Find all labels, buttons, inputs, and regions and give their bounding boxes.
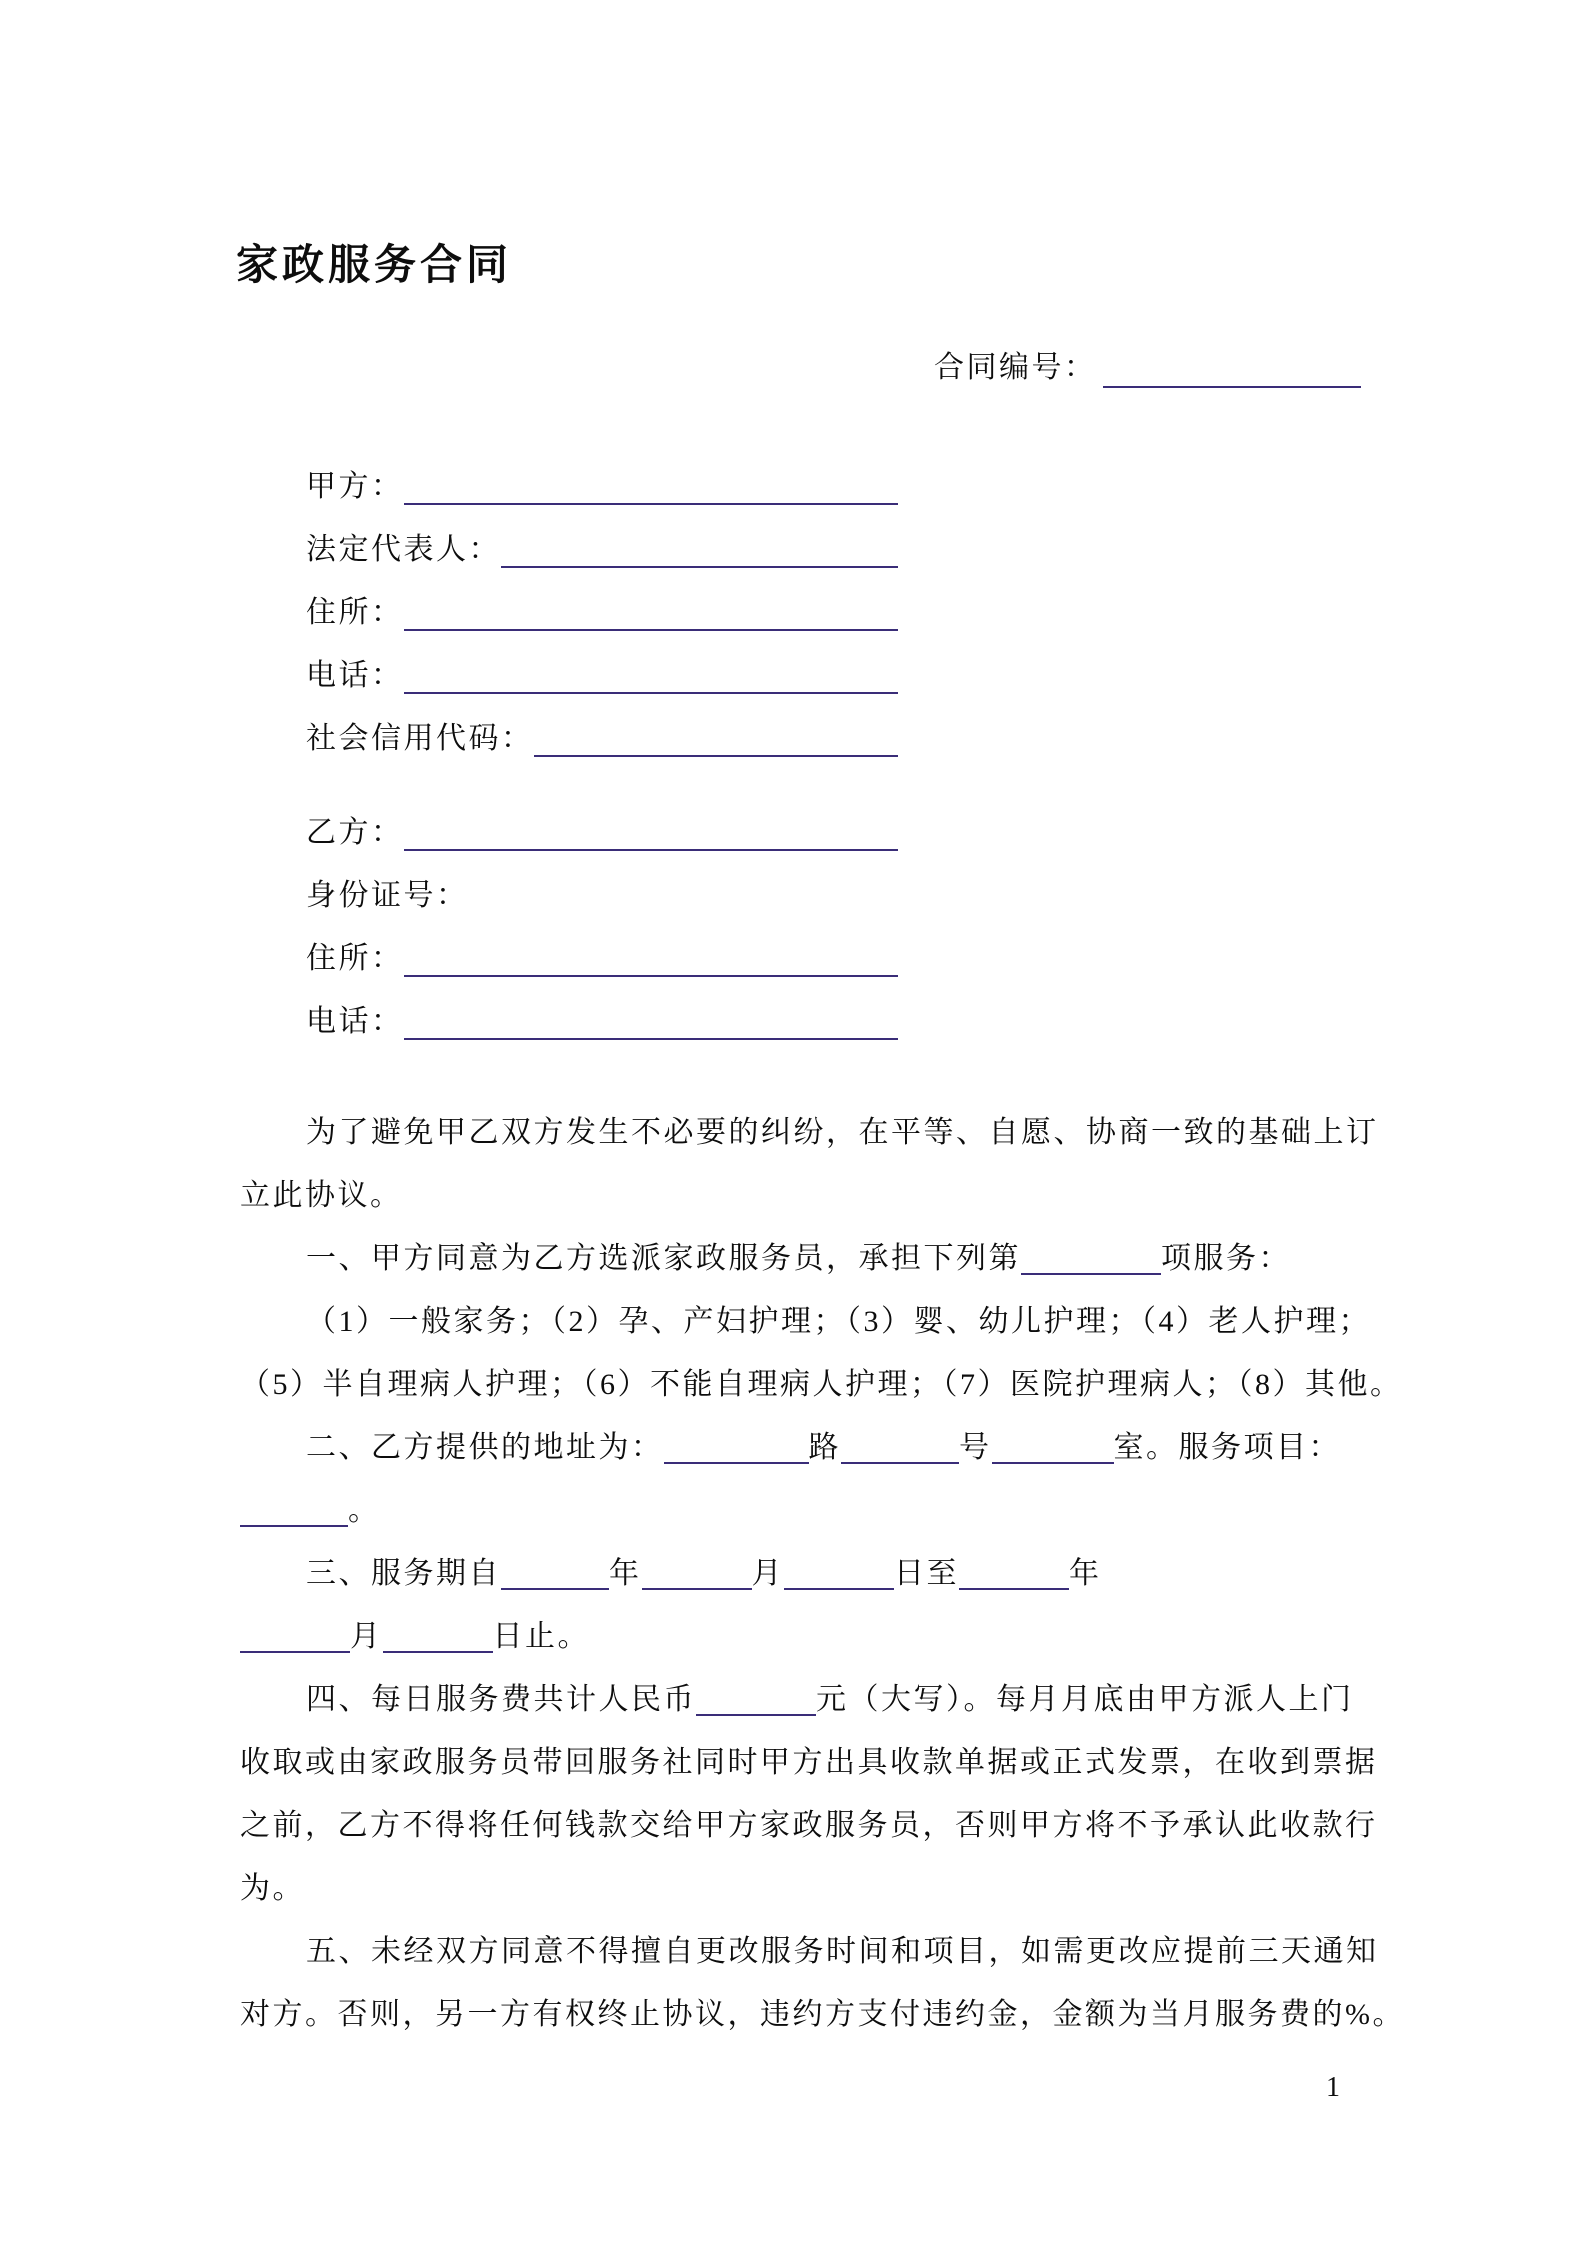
party-b-id-number-row	[306, 864, 898, 927]
clause-line	[240, 1101, 1470, 1164]
clause-line	[240, 1542, 1470, 1605]
clause-text: 四、每日服务费共计人民币	[306, 1683, 696, 1716]
fill-in-blank[interactable]	[501, 518, 898, 568]
clause-text: 月	[350, 1620, 383, 1653]
field-label: 甲方：	[306, 470, 404, 503]
fill-in-blank[interactable]	[534, 707, 899, 757]
party-b-section	[306, 801, 898, 1053]
party-a-credit-code-row	[306, 707, 898, 770]
fill-in-blank[interactable]	[404, 927, 899, 977]
fill-in-blank[interactable]	[841, 1428, 959, 1464]
clause-line	[240, 1416, 1470, 1479]
clause-text: 之前，乙方不得将任何钱款交给甲方家政服务员，否则甲方将不予承认此收款行	[240, 1809, 1378, 1842]
fill-in-blank[interactable]	[383, 1617, 493, 1653]
fill-in-blank[interactable]	[959, 1554, 1069, 1590]
clause-line	[240, 1605, 1470, 1668]
clause-text: 五、未经双方同意不得擅自更改服务时间和项目，如需更改应提前三天通知	[306, 1935, 1379, 1968]
fill-in-blank[interactable]	[642, 1554, 752, 1590]
clause-line	[240, 1353, 1470, 1416]
clause-line	[240, 1731, 1470, 1794]
clause-line	[240, 1290, 1470, 1353]
clause-line	[240, 1983, 1470, 2046]
clause-text: 室。服务项目：	[1113, 1431, 1341, 1464]
fill-in-blank[interactable]	[240, 1617, 350, 1653]
field-label: 法定代表人：	[306, 533, 501, 566]
clause-text: 收取或由家政服务员带回服务社同时甲方出具收款单据或正式发票，在收到票据	[240, 1746, 1378, 1779]
clause-line	[240, 1164, 1470, 1227]
field-label: 社会信用代码：	[306, 722, 534, 755]
field-label: 电话：	[306, 659, 404, 692]
fill-in-blank[interactable]	[1021, 1239, 1161, 1275]
clause-text: 年	[1069, 1557, 1102, 1590]
clause-text: （5）半自理病人护理；（6）不能自理病人护理；（7）医院护理病人；（8）其他。	[240, 1368, 1403, 1401]
field-label: 电话：	[306, 1005, 404, 1038]
clause-text: 号	[959, 1431, 992, 1464]
party-a-legal-rep-row	[306, 518, 898, 581]
fill-in-blank[interactable]	[1103, 350, 1361, 388]
party-a-name-row	[306, 455, 898, 518]
clause-text: 元（大写）。每月月底由甲方派人上门	[816, 1683, 1354, 1716]
clause-text: 对方。否则，另一方有权终止协议，违约方支付违约金，金额为当月服务费的%。	[240, 1998, 1405, 2031]
fill-in-blank[interactable]	[404, 455, 899, 505]
fill-in-blank[interactable]	[404, 581, 899, 631]
clause-line	[240, 1857, 1470, 1920]
document-title: 家政服务合同	[236, 243, 513, 289]
clause-text: 。	[348, 1494, 381, 1527]
clause-text: 路	[808, 1431, 841, 1464]
fill-in-blank[interactable]	[240, 1491, 348, 1527]
fill-in-blank[interactable]	[784, 1554, 894, 1590]
clause-text: 月	[751, 1557, 784, 1590]
clause-text: 立此协议。	[240, 1179, 403, 1212]
fill-in-blank[interactable]	[404, 801, 899, 851]
field-label: 住所：	[306, 596, 404, 629]
clause-text: 二、乙方提供的地址为：	[306, 1431, 664, 1464]
clause-text: 项服务：	[1161, 1242, 1291, 1275]
field-label: 身份证号：	[306, 879, 469, 912]
clause-text: 为。	[240, 1872, 305, 1905]
party-a-section	[306, 455, 898, 770]
clauses-body	[240, 1101, 1470, 2046]
clause-text: 为了避免甲乙双方发生不必要的纠纷，在平等、自愿、协商一致的基础上订	[306, 1116, 1379, 1149]
fill-in-blank[interactable]	[696, 1680, 816, 1716]
party-b-address-row	[306, 927, 898, 990]
contract-number-label: 合同编号：	[934, 351, 1097, 384]
clause-line	[240, 1668, 1470, 1731]
clause-text: 年	[609, 1557, 642, 1590]
clause-text: 日止。	[492, 1620, 590, 1653]
clause-text: 一、甲方同意为乙方选派家政服务员，承担下列第	[306, 1242, 1021, 1275]
party-a-phone-row	[306, 644, 898, 707]
party-a-address-row	[306, 581, 898, 644]
fill-in-blank[interactable]	[664, 1428, 809, 1464]
party-b-name-row	[306, 801, 898, 864]
clause-text: 三、服务期自	[306, 1557, 501, 1590]
fill-in-blank[interactable]	[501, 1554, 609, 1590]
fill-in-blank[interactable]	[992, 1428, 1114, 1464]
fill-in-blank[interactable]	[404, 990, 899, 1040]
empty-space	[469, 864, 899, 912]
field-label: 住所：	[306, 942, 404, 975]
fill-in-blank[interactable]	[404, 644, 899, 694]
contract-number-row	[934, 348, 1361, 388]
clause-line	[240, 1794, 1470, 1857]
field-label: 乙方：	[306, 816, 404, 849]
clause-text: （1）一般家务；（2）孕、产妇护理；（3）婴、幼儿护理；（4）老人护理；	[306, 1305, 1371, 1338]
clause-text: 日至	[894, 1557, 959, 1590]
party-b-phone-row	[306, 990, 898, 1053]
page-number: 1	[1326, 2072, 1340, 2103]
clause-line	[240, 1920, 1470, 1983]
clause-line	[240, 1479, 1470, 1542]
clause-line	[240, 1227, 1470, 1290]
